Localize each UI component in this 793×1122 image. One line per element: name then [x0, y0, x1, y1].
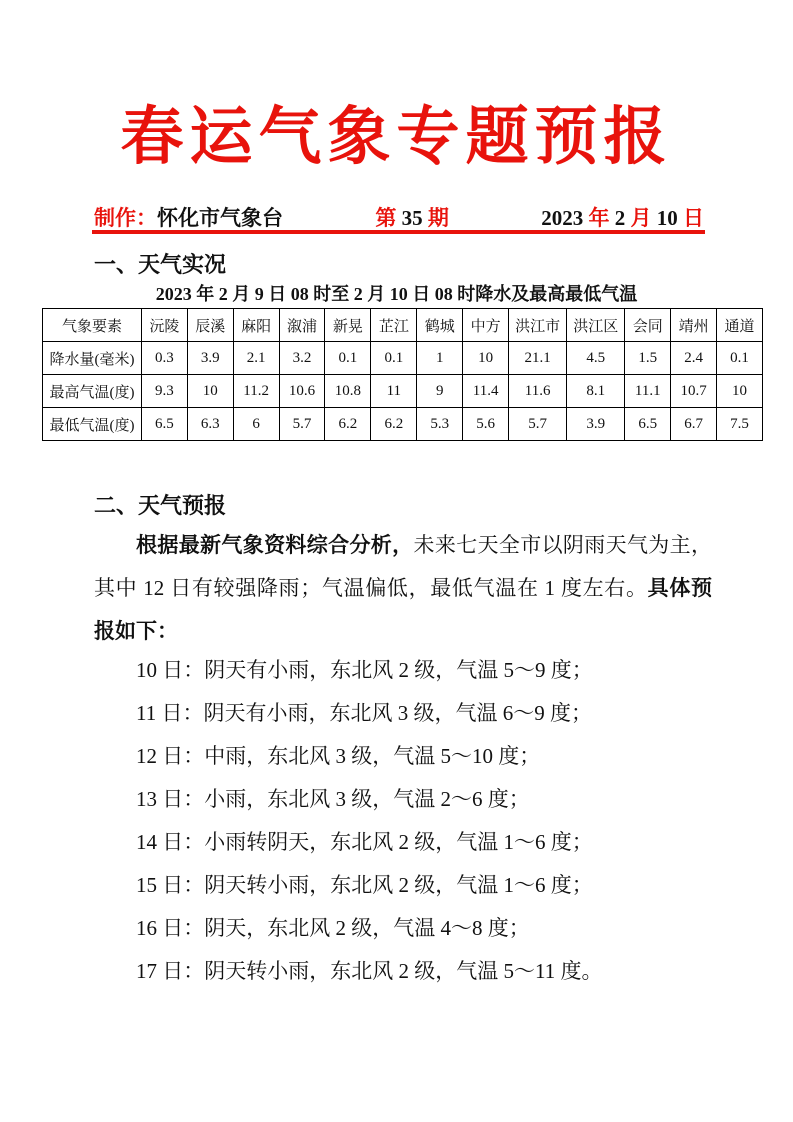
table-cell: 10.6 — [279, 375, 325, 408]
table-header-cell: 新晃 — [325, 309, 371, 342]
table-cell: 4.5 — [567, 342, 625, 375]
observation-table-title: 2023 年 2 月 9 日 08 时至 2 月 10 日 08 时降水及最高最低气温 — [155, 284, 638, 304]
row-label: 最高气温(度) — [43, 375, 142, 408]
summary-lead-bold: 根据最新气象资料综合分析， — [136, 533, 414, 557]
table-cell: 21.1 — [509, 342, 567, 375]
table-cell: 11 — [371, 375, 417, 408]
table-header-cell: 芷江 — [371, 309, 417, 342]
forecast-line-day11: 11 日：阴天有小雨，东北风 3 级，气温 6～9 度； — [136, 701, 592, 725]
row-label: 降水量(毫米) — [43, 342, 142, 375]
table-cell: 5.6 — [463, 408, 509, 441]
table-header-cell: 会同 — [625, 309, 671, 342]
table-cell: 3.2 — [279, 342, 325, 375]
table-cell: 5.7 — [509, 408, 567, 441]
issue-prefix: 第 — [375, 206, 397, 230]
forecast-line-day13: 13 日：小雨，东北风 3 级，气温 2～6 度； — [136, 787, 530, 811]
producer — [94, 202, 283, 232]
forecast-summary-paragraph — [94, 524, 712, 653]
table-cell: 0.1 — [717, 342, 763, 375]
table-header-cell: 通道 — [717, 309, 763, 342]
forecast-line-day17: 17 日：阴天转小雨，东北风 2 级，气温 5～11 度。 — [136, 959, 603, 983]
table-header-row — [43, 309, 763, 342]
table-cell: 5.3 — [417, 408, 463, 441]
table-cell: 6.5 — [141, 408, 187, 441]
table-cell: 10 — [717, 375, 763, 408]
issue-number — [375, 202, 449, 232]
section2-heading: 二、天气预报 — [94, 493, 227, 518]
date-day: 10 — [651, 206, 683, 230]
table-row-max-temp — [43, 375, 763, 408]
date-month-unit: 月 — [630, 206, 652, 230]
forecast-line-day16: 16 日：阴天，东北风 2 级，气温 4～8 度； — [136, 916, 530, 940]
table-cell: 7.5 — [717, 408, 763, 441]
table-header-cell: 洪江市 — [509, 309, 567, 342]
table-row-precipitation — [43, 342, 763, 375]
date-month: 2 — [609, 206, 631, 230]
table-cell: 0.1 — [325, 342, 371, 375]
table-header-cell: 中方 — [463, 309, 509, 342]
table-cell: 11.6 — [509, 375, 567, 408]
date-year-unit: 年 — [588, 206, 610, 230]
forecast-line-day12: 12 日：中雨，东北风 3 级，气温 5～10 度； — [136, 744, 541, 768]
table-header-cell: 溆浦 — [279, 309, 325, 342]
table-cell: 10 — [187, 375, 233, 408]
section1-heading: 一、天气实况 — [94, 252, 227, 277]
table-cell: 8.1 — [567, 375, 625, 408]
table-cell: 6.3 — [187, 408, 233, 441]
header-divider-rule — [92, 230, 705, 234]
table-header-cell: 气象要素 — [43, 309, 142, 342]
producer-label: 制作： — [94, 206, 157, 230]
issue-date — [541, 202, 704, 232]
table-cell: 11.4 — [463, 375, 509, 408]
table-cell: 10 — [463, 342, 509, 375]
summary-tail-bold: 具体预报如下： — [94, 576, 713, 643]
forecast-line-day10: 10 日：阴天有小雨，东北风 2 级，气温 5～9 度； — [136, 658, 593, 682]
table-cell: 11.1 — [625, 375, 671, 408]
table-header-cell: 麻阳 — [233, 309, 279, 342]
table-cell: 6.7 — [671, 408, 717, 441]
table-header-cell: 沅陵 — [141, 309, 187, 342]
daily-forecast-list — [136, 649, 696, 993]
table-cell: 9 — [417, 375, 463, 408]
table-cell: 6 — [233, 408, 279, 441]
table-cell: 1 — [417, 342, 463, 375]
issue-value: 35 — [396, 206, 428, 230]
table-header-cell: 辰溪 — [187, 309, 233, 342]
forecast-line-day15: 15 日：阴天转小雨，东北风 2 级，气温 1～6 度； — [136, 873, 593, 897]
date-year: 2023 — [541, 206, 589, 230]
table-header-cell: 靖州 — [671, 309, 717, 342]
summary-body: 未来七天全市以阴雨天气为主，其中 12 日有较强降雨；气温偏低，最低气温在 1 度左右。 — [94, 533, 712, 600]
table-cell: 2.1 — [233, 342, 279, 375]
table-cell: 5.7 — [279, 408, 325, 441]
issue-suffix: 期 — [427, 206, 449, 230]
table-header-cell: 鹤城 — [417, 309, 463, 342]
table-cell: 9.3 — [141, 375, 187, 408]
producer-name: 怀化市气象台 — [157, 206, 283, 230]
table-header-cell: 洪江区 — [567, 309, 625, 342]
table-cell: 6.2 — [371, 408, 417, 441]
table-cell: 10.8 — [325, 375, 371, 408]
table-cell: 2.4 — [671, 342, 717, 375]
table-cell: 3.9 — [187, 342, 233, 375]
row-label: 最低气温(度) — [43, 408, 142, 441]
table-cell: 6.5 — [625, 408, 671, 441]
document-title: 春运气象专题预报 — [120, 99, 673, 173]
date-day-unit: 日 — [683, 206, 704, 230]
table-cell: 11.2 — [233, 375, 279, 408]
table-cell: 1.5 — [625, 342, 671, 375]
table-cell: 3.9 — [567, 408, 625, 441]
table-row-min-temp — [43, 408, 763, 441]
weather-observation-table — [42, 308, 763, 441]
table-cell: 0.3 — [141, 342, 187, 375]
forecast-line-day14: 14 日：小雨转阴天，东北风 2 级，气温 1～6 度； — [136, 830, 593, 854]
table-cell: 10.7 — [671, 375, 717, 408]
table-cell: 6.2 — [325, 408, 371, 441]
meta-row — [94, 202, 704, 232]
table-cell: 0.1 — [371, 342, 417, 375]
